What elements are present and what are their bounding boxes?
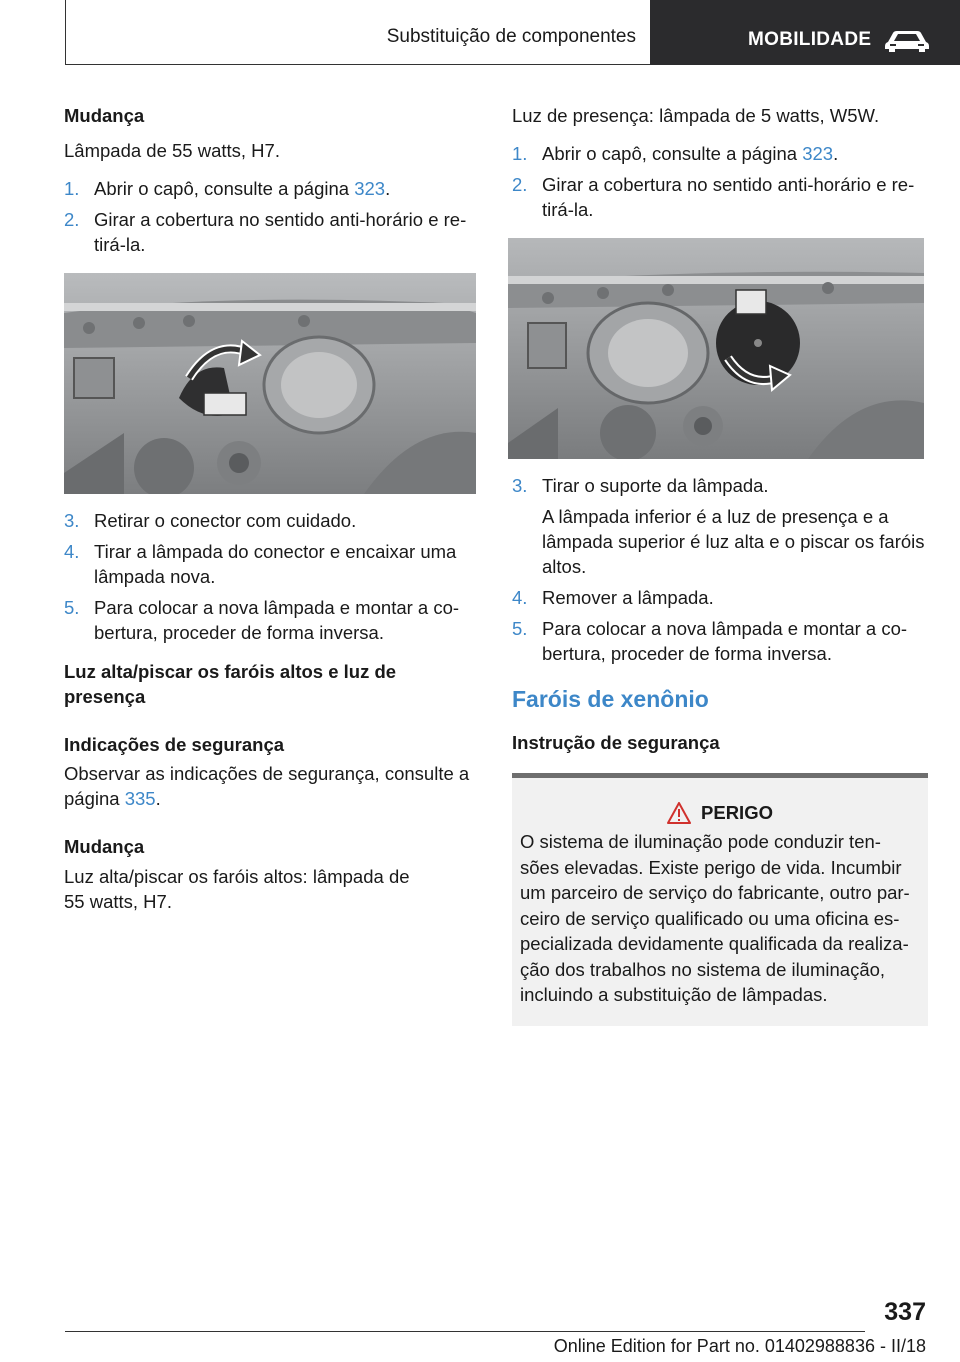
page-link-323[interactable]: 323 [802,143,834,164]
step-number: 2. [64,209,80,230]
heading-mudanca-2: Mudança [64,836,145,857]
list-item [512,616,928,666]
list-item [64,207,476,257]
paragraph-safety-ref [64,761,476,811]
step-number: 1. [64,178,80,199]
paragraph-parking-lamp: Luz de presença: lâmpada de 5 watts, W5W. [512,105,880,126]
step-number: 2. [512,174,528,195]
step-number: 1. [512,143,528,164]
right-column [512,103,928,1026]
safety-ref-end: . [155,788,161,809]
step-text: Girar a cobertura no sentido anti-horário e re-tirá-la. [542,174,915,220]
danger-title: PERIGO [701,802,773,823]
steps-list-left-b [64,508,476,645]
danger-text: O sistema de iluminação pode conduzir ten-sões elevadas. Existe perigo de vida. Incumbir um parceiro de serviço do fabricante, outro par-ceiro de serviço qualificado ou uma oficina es-pecializada devidamente qualificada da realiza-ção dos trabalhos no sistema de iluminação, incluindo a substituição de lâmpadas. [520,831,910,1005]
step-number: 5. [512,618,528,639]
step-text: Para colocar a nova lâmpada e montar a co-bertura, proceder de forma inversa. [542,618,908,664]
step-text: Tirar a lâmpada do conector e encaixar uma lâmpada nova. [94,541,457,587]
step-text: Abrir o capô, consulte a página [542,143,803,164]
list-item [512,141,928,166]
step-number: 3. [512,475,528,496]
step-text: Abrir o capô, consulte a página [94,178,355,199]
page-number: 337 [884,1298,926,1326]
list-item [64,539,476,589]
footer-rule [65,1331,865,1332]
paragraph-lamp-type: Lâmpada de 55 watts, H7. [64,140,280,161]
heading-mudanca: Mudança [64,105,145,126]
heading-high-beam: Luz alta/piscar os faróis altos e luz de presença [64,661,397,707]
step-text: Remover a lâmpada. [542,587,714,608]
paragraph-high-beam-lamp: Luz alta/piscar os faróis altos: lâmpada de 55 watts, H7. [64,866,410,912]
step-text-end: . [833,143,839,164]
step-subtext: A lâmpada inferior é a luz de presença e a lâmpada superior é luz alta e o piscar os faróis altos. [542,506,925,577]
header-chapter-tab[interactable] [650,0,960,65]
header-section-title: Substituição de componentes [386,26,636,47]
heading-safety-notes: Indicações de segurança [64,734,285,755]
list-item [512,473,928,579]
danger-box [512,773,928,1026]
header-chapter-label: MOBILIDADE [748,29,872,50]
step-text: Para colocar a nova lâmpada e montar a co-bertura, proceder de forma inversa. [94,597,460,643]
step-text: Tirar o suporte da lâmpada. [542,475,769,496]
list-item [512,172,928,222]
step-text: Retirar o conector com cuidado. [94,510,357,531]
step-number: 4. [512,587,528,608]
list-item [64,595,476,645]
steps-list-right-a [512,141,928,222]
warning-triangle-icon [667,802,691,824]
heading-safety-instruction: Instrução de segurança [512,732,720,753]
list-item [64,176,476,201]
step-number: 5. [64,597,80,618]
page-link-335[interactable]: 335 [124,788,156,809]
list-item [64,508,476,533]
left-column [64,103,476,914]
list-item [512,585,928,610]
step-text: Girar a cobertura no sentido anti-horário e re-tirá-la. [94,209,467,255]
steps-list-right-b [512,473,928,666]
page-link-323[interactable]: 323 [354,178,386,199]
car-icon [884,28,930,52]
step-number: 3. [64,510,80,531]
danger-title-row [520,800,920,825]
steps-list-left-a [64,176,476,257]
headlight-cover-figure-left [64,273,476,494]
header-bottom-rule [65,64,650,65]
safety-ref-text: Observar as indicações de segurança, consulte a página [64,763,470,809]
step-number: 4. [64,541,80,562]
step-text-end: . [385,178,391,199]
footer-edition: Online Edition for Part no. 01402988836 - II/18 [553,1336,926,1356]
headlight-cover-figure-right [508,238,924,459]
heading-xenon-headlights: Faróis de xenônio [512,686,709,712]
